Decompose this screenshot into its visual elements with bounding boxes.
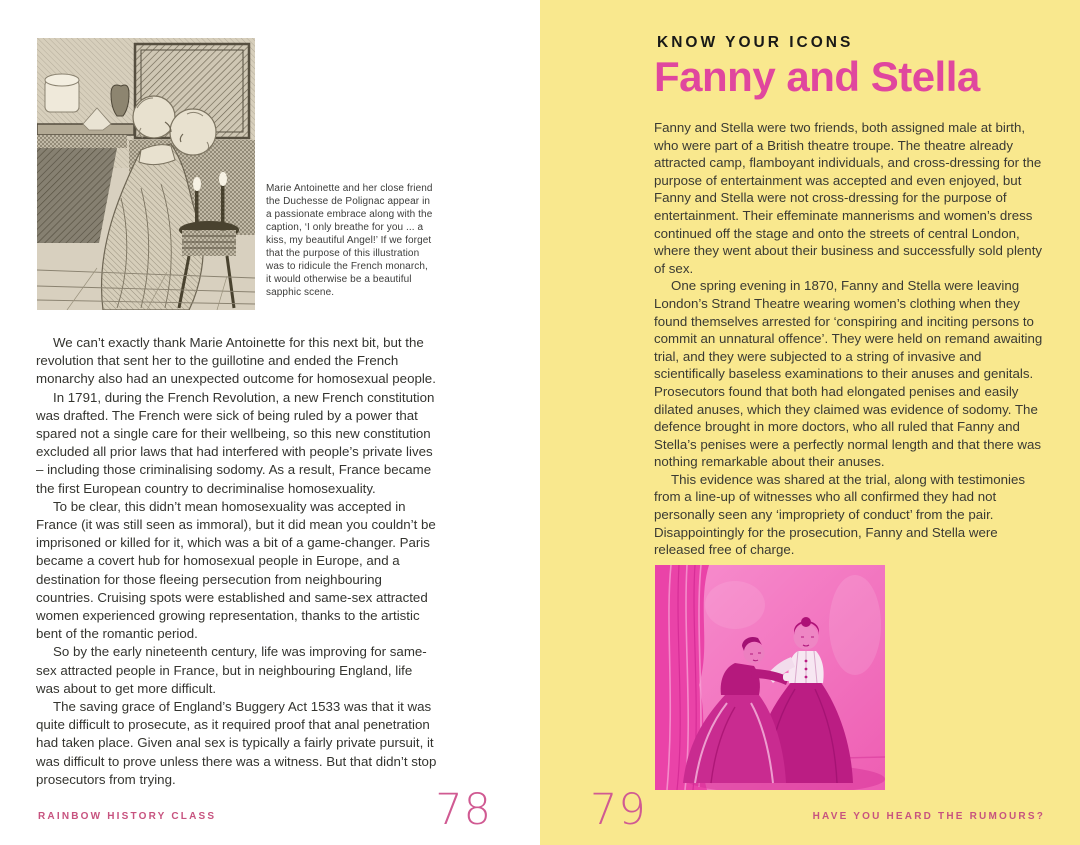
- paragraph: Fanny and Stella were two friends, both assigned male at birth, who were part of a British theatre troupe. The theatre already attracted camp, flamboyant individuals, and cross-dressing for the purpose of entertainment was accepted and even enjoyed, but Fanny and Stella were not cross-dressing for the purpose of entertainment. Their effeminate mannerisms and women’s dress continued off the stage and onto the streets of central London, where they went about their business and successfully sold plenty of sex.: [654, 120, 1043, 276]
- page-number-left: 78: [435, 785, 492, 835]
- page-number-right: 79: [590, 785, 647, 835]
- page-right: [540, 0, 1080, 845]
- paragraph: The saving grace of England’s Buggery Act 1533 was that it was quite difficult to prosecute, as it required proof that anal penetration had taken place. Given anal sex is typically a fairly private pursuit, it was difficult to prove unless there was a witness. But that didn’t stop prosecutors from trying.: [36, 699, 437, 787]
- marie-antoinette-engraving-image: [37, 38, 255, 310]
- body-text-right: [654, 119, 1048, 559]
- section-title: Fanny and Stella: [654, 53, 980, 100]
- body-text-left: [36, 334, 439, 789]
- illustration-caption: Marie Antoinette and her close friend the Duchesse de Polignac appear in a passionate embrace along with the caption, ‘I only breathe for you ... a kiss, my beautiful Angel!’ If we forget that the purpose of this illustration was to ridicule the French monarch, it would otherwise be a beautiful sapphic scene.: [266, 183, 433, 298]
- section-kicker: KNOW YOUR ICONS: [657, 34, 854, 51]
- paragraph: One spring evening in 1870, Fanny and Stella were leaving London’s Strand Theatre wearing women’s clothing when they found themselves arrested for ‘conspiring and inciting persons to commit an unnatural offence’. They were held on remand awaiting trial, and they were subjected to a string of invasive and scientifically baseless examinations to their anuses and genitals. Prosecutors found that both had elongated penises and easily dilated anuses, which they claimed was evidence of sodomy. The defence brought in more doctors, who all ruled that Fanny and Stella’s penises were a perfectly normal length and that there was nothing remarkable about their anuses.: [654, 278, 1043, 470]
- paragraph: So by the early nineteenth century, life was improving for same-sex attracted people in France, but in neighbouring England, life was about to get more difficult.: [36, 644, 427, 696]
- chapter-title-footer: HAVE YOU HEARD THE RUMOURS?: [812, 811, 1045, 822]
- fanny-and-stella-photo: [655, 565, 885, 790]
- paragraph: To be clear, this didn’t mean homosexuality was accepted in France (it was still seen as immoral), but it did mean you couldn’t be imprisoned or killed for it, which was a bit of a game-changer. Paris became a covert hub for homosexual people in Europe, and a destination for those fleeing persecution from neighbouring countries. Cruising spots were established and same-sex attracted women experienced growing representation, thanks to the artistic bent of the romantic period.: [36, 498, 436, 642]
- paragraph: This evidence was shared at the trial, along with testimonies from a line-up of witnesses who all confirmed they had not personally seen any ‘impropriety of conduct’ from the pair. Disappointingly for the prosecution, Fanny and Stella were released free of charge.: [654, 471, 1026, 558]
- book-title-footer: RAINBOW HISTORY CLASS: [38, 811, 217, 822]
- paragraph: In 1791, during the French Revolution, a new French constitution was drafted. The French were sick of being ruled by a power that spared not a single care for their wellbeing, so this new constitution excluded all prior laws that had interfered with people’s private lives – including those criminalising sodomy. As a result, France became the first European country to decriminalise homosexuality.: [36, 389, 435, 496]
- paragraph: We can’t exactly thank Marie Antoinette for this next bit, but the revolution that sent her to the guillotine and ended the French monarchy also had an unexpected outcome for homosexual people.: [36, 335, 436, 387]
